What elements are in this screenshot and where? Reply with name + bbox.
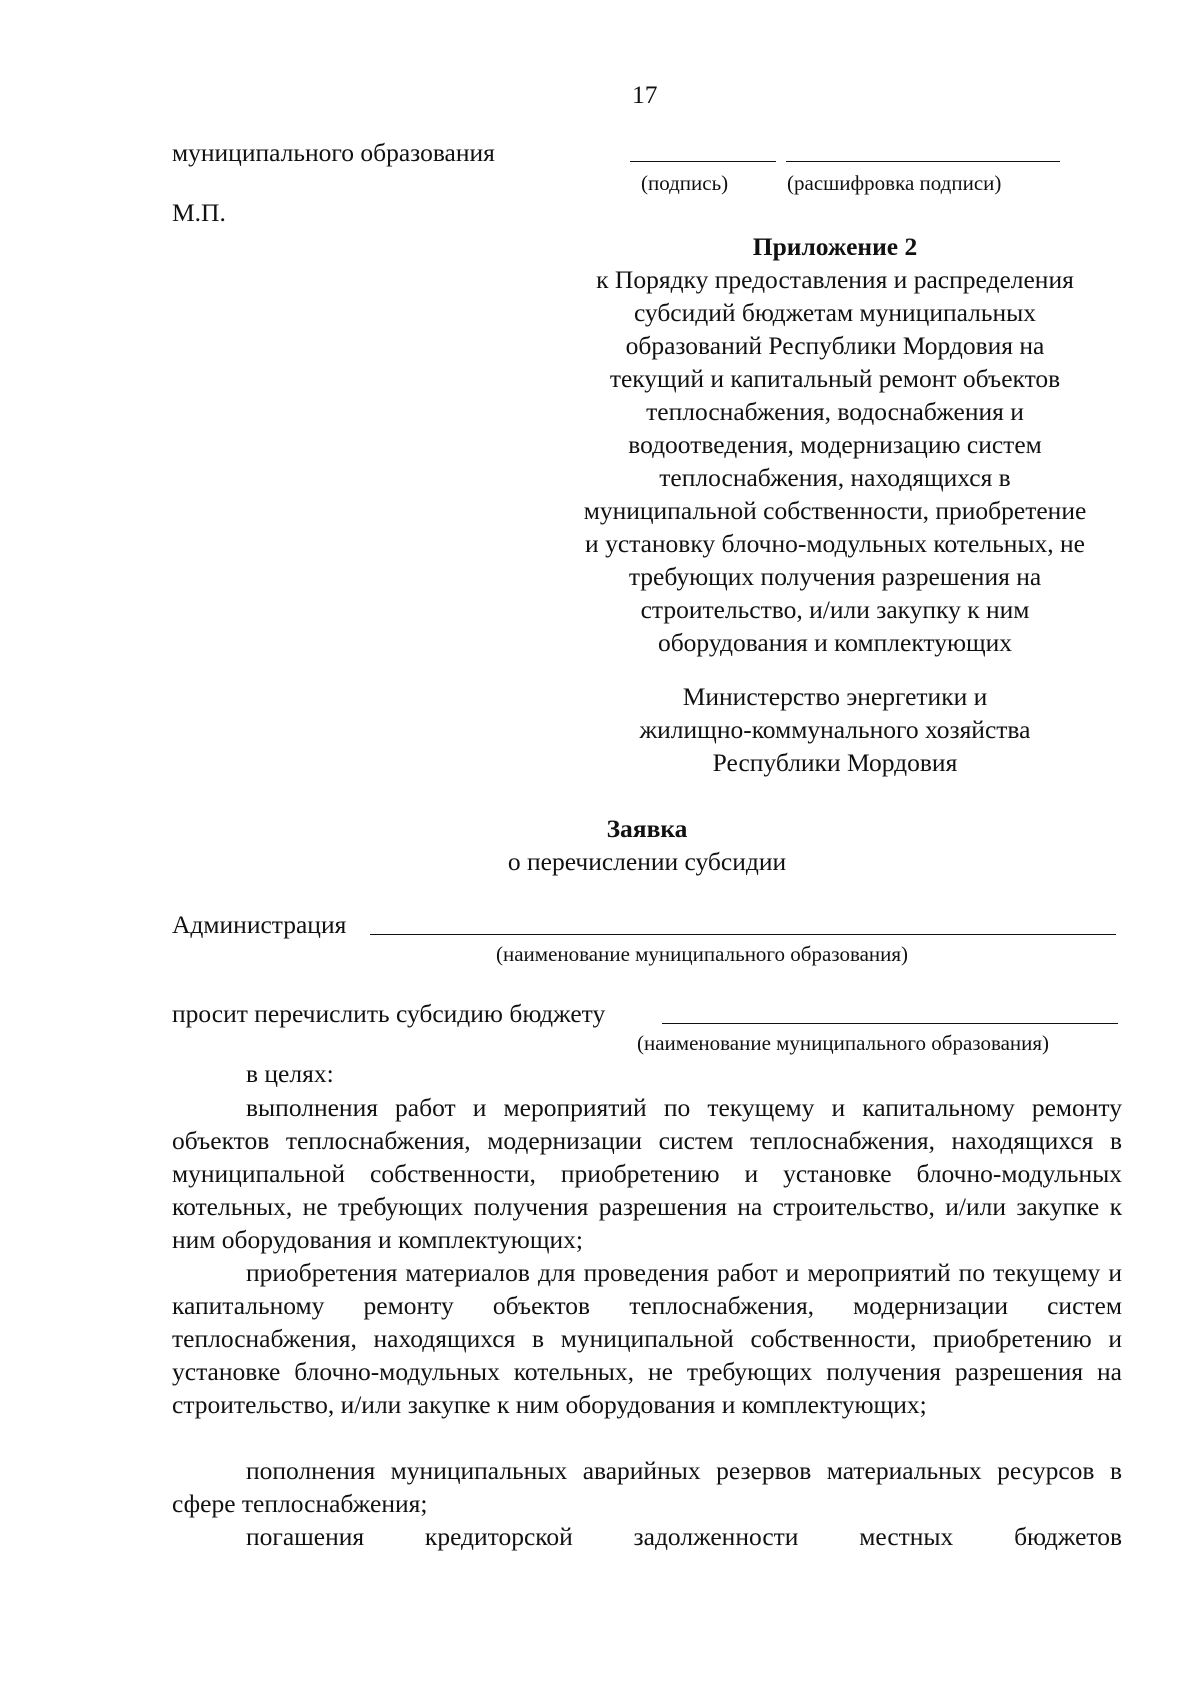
appendix-block [540, 230, 1130, 659]
signature-decode-line [786, 161, 1060, 162]
purpose-label: в целях: [246, 1059, 334, 1088]
request-title: Заявка [606, 814, 688, 843]
appendix-line: субсидий бюджетам муниципальных [633, 298, 1037, 327]
signature-line [630, 161, 776, 162]
signature-org-text: муниципального образования [172, 138, 495, 167]
purpose-paragraph-4: погашения кредиторской задолженности местных бюджетов [246, 1522, 1122, 1551]
appendix-line: теплоснабжения, водоснабжения и [646, 397, 1024, 426]
purpose-paragraph-1: выполнения работ и мероприятий по текущему и капитальному ремонту объектов теплоснабжения, модернизации систем теплоснабжения, находящихся в муниципальной собственности, приобретению и установке блочно-модульных котельных, не требующих получения разрешения на строительство, и/или закупке к ним оборудования и комплектующих; [172, 1093, 1122, 1254]
appendix-line: водоотведения, модернизацию систем [628, 430, 1042, 459]
appendix-title: Приложение 2 [752, 232, 918, 261]
purpose-paragraph-2: приобретения материалов для проведения работ и мероприятий по текущему и капитальному ремонту объектов теплоснабжения, модернизации систем теплоснабжения, находящихся в муниципальной собственности, приобретению и установке блочно-модульных котельных, не требующих получения разрешения на строительство, и/или закупке к ним оборудования и комплектующих; [172, 1258, 1122, 1419]
budget-name-line[interactable] [662, 1023, 1118, 1024]
appendix-line: оборудования и комплектующих [657, 628, 1013, 657]
signature-caption: (подпись) [641, 171, 729, 195]
page-number: 17 [632, 80, 658, 109]
request-heading [172, 812, 1122, 878]
appendix-line: и установку блочно-модульных котельных, не [585, 529, 1085, 558]
appendix-line: строительство, и/или закупку к ним [640, 595, 1030, 624]
request-subtitle: о перечислении субсидии [507, 847, 787, 876]
admin-label: Администрация [172, 910, 347, 939]
appendix-line: требующих получения разрешения на [628, 562, 1042, 591]
appendix-line: муниципальной собственности, приобретение [583, 496, 1087, 525]
appendix-line: теплоснабжения, находящихся в [659, 463, 1011, 492]
appendix-line: к Порядку предоставления и распределения [596, 265, 1074, 294]
purpose-paragraph-3: пополнения муниципальных аварийных резервов материальных ресурсов в сфере теплоснабжения; [172, 1456, 1122, 1518]
stamp-placeholder: М.П. [172, 198, 226, 227]
addressee-line: жилищно-коммунального хозяйства [639, 715, 1031, 744]
admin-caption: (наименование муниципального образования) [496, 942, 909, 966]
budget-label: просит перечислить субсидию бюджету [172, 999, 606, 1028]
signature-decode-caption: (расшифровка подписи) [787, 171, 1002, 195]
addressee-line: Министерство энергетики и [682, 682, 988, 711]
appendix-line: образований Республики Мордовия на [625, 331, 1045, 360]
addressee-block [540, 680, 1130, 779]
budget-caption: (наименование муниципального образования) [637, 1031, 1050, 1055]
admin-name-line[interactable] [370, 934, 1116, 935]
addressee-line: Республики Мордовия [712, 748, 958, 777]
appendix-line: текущий и капитальный ремонт объектов [609, 364, 1061, 393]
